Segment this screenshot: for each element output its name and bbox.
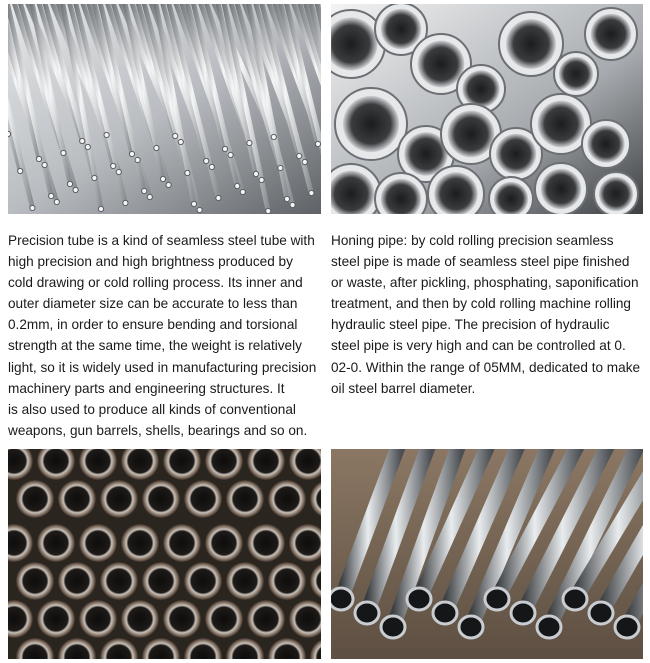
stainless-pipe-photo: [331, 4, 643, 214]
precision-tube-photo: [8, 4, 321, 214]
text-line: light, so it is widely used in manufacturing precision: [8, 359, 317, 375]
precision-tube-description: [8, 230, 326, 441]
text-line: oil steel barrel diameter.: [331, 380, 476, 396]
text-line: 02-0. Within the range of 05MM, dedicated to make: [331, 359, 641, 375]
text-line: hydraulic steel pipe. The precision of hydraulic: [331, 317, 610, 333]
text-line: steel pipe is very high and can be controlled at 0.: [331, 338, 626, 354]
text-line: or waste, after pickling, phosphating, saponification: [331, 275, 639, 291]
text-line: 0.2mm, in order to ensure bending and torsional: [8, 317, 298, 333]
text-line: outer diameter size can be accurate to less than: [8, 296, 298, 312]
text-line: Precision tube is a kind of seamless steel tube with: [8, 233, 315, 248]
text-line: Honing pipe: by cold rolling precision seamless: [331, 233, 614, 248]
text-line: high precision and high brightness produced by: [8, 254, 293, 270]
seamless-tube-stack-photo: [8, 449, 321, 659]
text-line: cold drawing or cold rolling process. Its inner and: [8, 275, 303, 291]
text-line: strength at the same time, the weight is relatively: [8, 338, 302, 354]
text-line: weapons, gun barrels, shells, bearings and so on.: [8, 422, 308, 438]
honing-pipe-description: [331, 230, 643, 399]
text-line: is also used to produce all kinds of conventional: [8, 401, 296, 417]
honing-tube-photo: [331, 449, 643, 659]
text-line: steel pipe is made of seamless steel pipe finished: [331, 254, 630, 270]
text-line: treatment, and then by cold rolling machine rolling: [331, 296, 631, 312]
text-line: machinery parts and engineering structures. It: [8, 380, 285, 396]
